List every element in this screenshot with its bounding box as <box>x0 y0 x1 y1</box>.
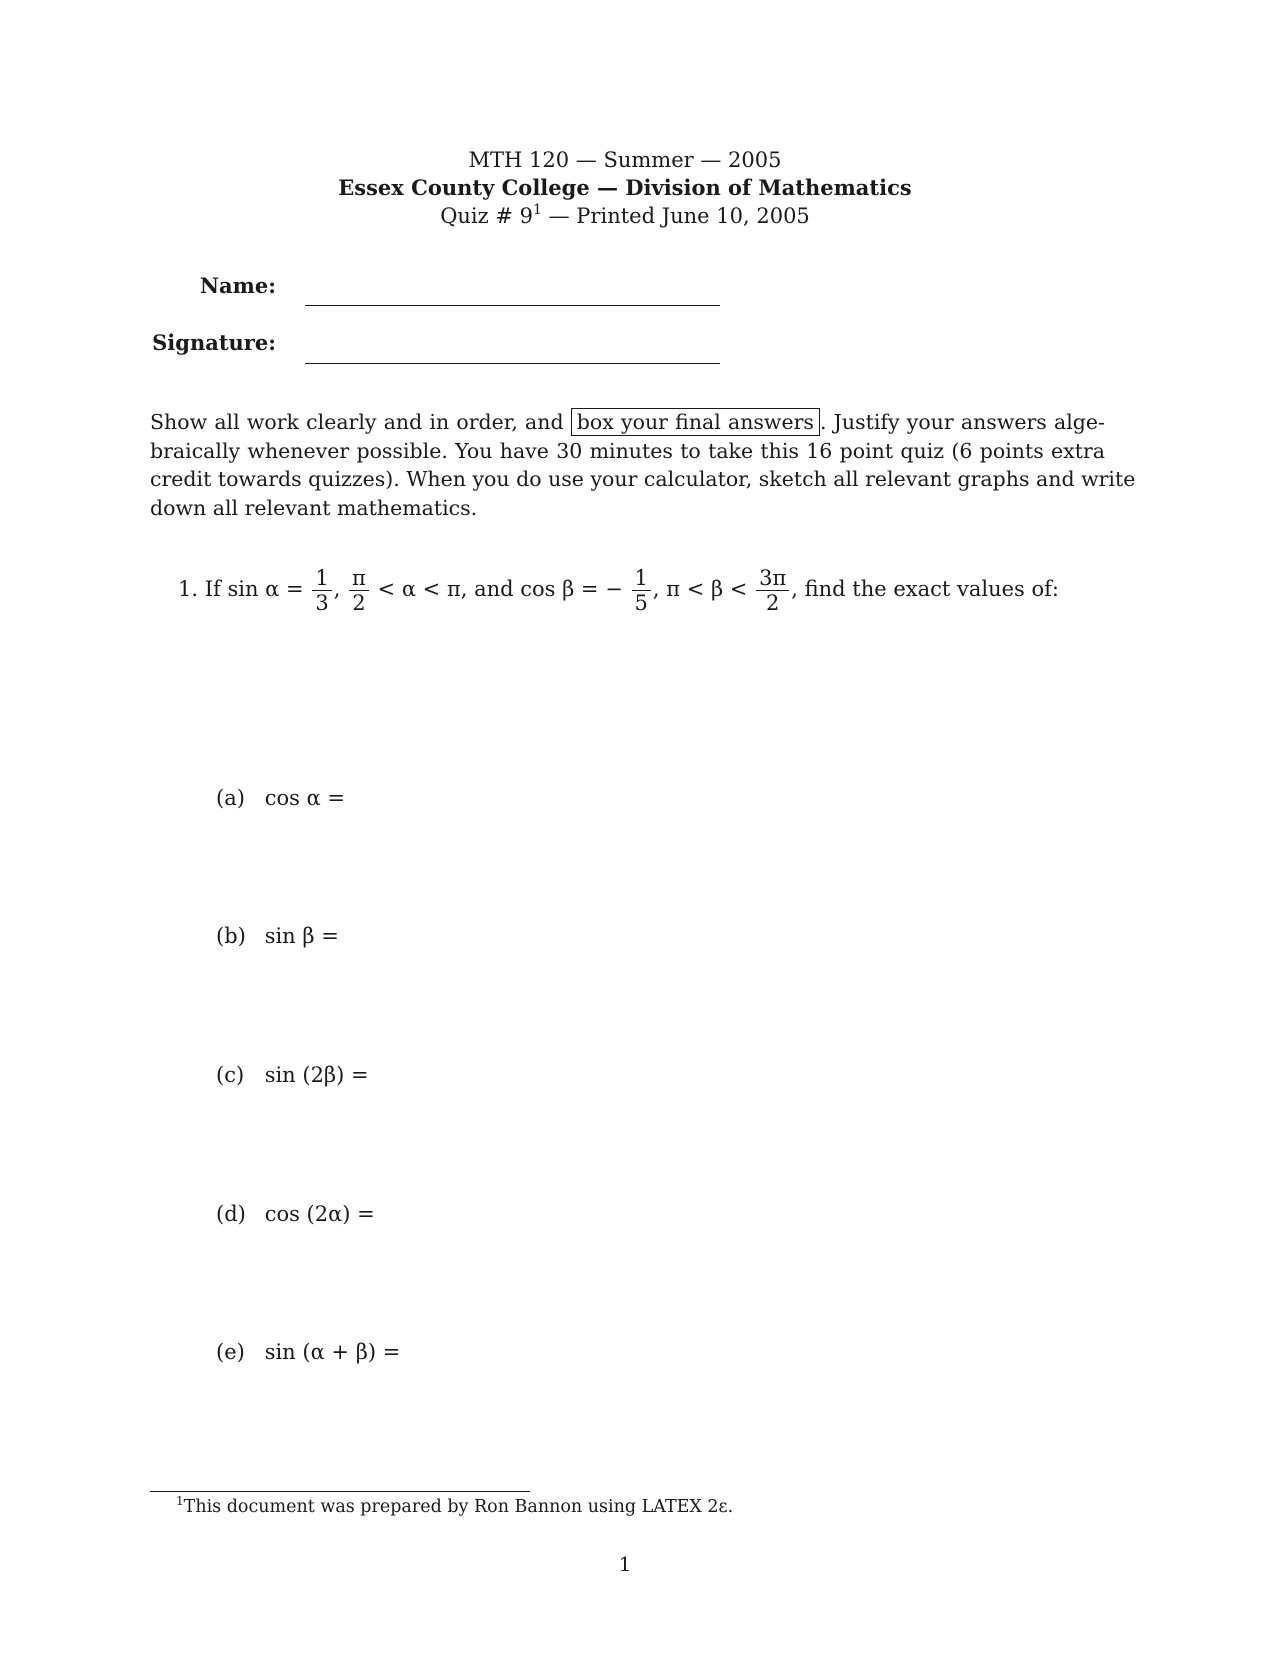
instructions-line-3: credit towards quizzes). When you do use your calculator, sketch all relevant graphs and write <box>150 467 1136 491</box>
part-c <box>216 1063 369 1087</box>
footnote-mark: 1 <box>533 202 542 218</box>
boxed-phrase: box your final answers <box>571 408 820 436</box>
fraction-one-third <box>312 566 331 615</box>
part-expression: sin β = <box>264 924 339 948</box>
instructions-line-4: down all relevant mathematics. <box>150 495 478 520</box>
printed-date: — Printed June 10, 2005 <box>541 204 810 228</box>
fraction-pi-over-2 <box>349 566 369 615</box>
part-expression: cos α = <box>264 786 345 810</box>
question-mid: < α < π, and cos β = − <box>377 577 623 601</box>
numerator: 3π <box>756 566 789 591</box>
instructions-line-1 <box>150 408 1105 437</box>
latex-logo: LATEX 2ε <box>641 1497 728 1517</box>
signature-label: Signature: <box>152 330 276 355</box>
numerator: 1 <box>312 566 331 591</box>
question-tail: , find the exact values of: <box>791 577 1059 601</box>
question-mid-2: π < β < <box>666 577 748 601</box>
part-label: (e) <box>216 1340 245 1364</box>
instructions-line-2: braically whenever possible. You have 30 minutes to take this 16 point quiz (6 points extra <box>150 438 1105 463</box>
footnote <box>176 1494 733 1517</box>
name-field-line[interactable] <box>305 305 720 306</box>
denominator: 2 <box>352 591 366 615</box>
question-lead: If sin α = <box>204 577 304 601</box>
footnote-period: . <box>727 1497 734 1517</box>
instructions-text: Show all work clearly and in order, and <box>150 410 564 434</box>
part-label: (a) <box>216 786 245 810</box>
fraction-one-fifth <box>632 566 651 615</box>
part-b <box>216 924 339 948</box>
footnote-text: This document was prepared by Ron Bannon using <box>183 1497 642 1517</box>
fraction-3pi-over-2 <box>756 566 789 615</box>
page-number: 1 <box>618 1552 632 1576</box>
footnote-rule <box>150 1491 530 1492</box>
part-a <box>216 786 345 810</box>
question-1: 1. If sin α = $\frac{1}{3}$ , $\frac{\pi}{2}$ < α < π, and cos β = − $\frac{1}{5}$ , π < β < $\frac{3\pi}{2}$ , find the exact values of: <box>178 566 1059 615</box>
instructions-text: . Justify your answers alge- <box>819 410 1105 434</box>
part-label: (d) <box>216 1202 246 1226</box>
numerator: 1 <box>632 566 651 591</box>
part-d <box>216 1202 375 1226</box>
denominator: 2 <box>765 591 780 615</box>
numerator: π <box>349 566 369 591</box>
name-label: Name: <box>199 273 276 298</box>
part-e <box>216 1340 400 1364</box>
part-label: (c) <box>216 1063 245 1087</box>
denominator: 5 <box>634 591 648 615</box>
course-line: MTH 120 — Summer — 2005 <box>468 148 782 172</box>
denominator: 3 <box>315 591 329 615</box>
part-label: (b) <box>216 924 246 948</box>
quiz-line <box>0 202 1250 228</box>
part-expression: sin (2β) = <box>264 1063 369 1087</box>
instructions <box>150 408 1136 522</box>
quiz-title: Quiz # 9 <box>440 204 534 228</box>
signature-field-line[interactable] <box>305 363 720 364</box>
question-number: 1. <box>178 577 199 601</box>
part-expression: cos (2α) = <box>264 1202 375 1226</box>
footnote-mark: 1 <box>176 1494 184 1508</box>
college-line: Essex County College — Division of Mathematics <box>338 175 912 200</box>
part-expression: sin (α + β) = <box>264 1340 401 1364</box>
